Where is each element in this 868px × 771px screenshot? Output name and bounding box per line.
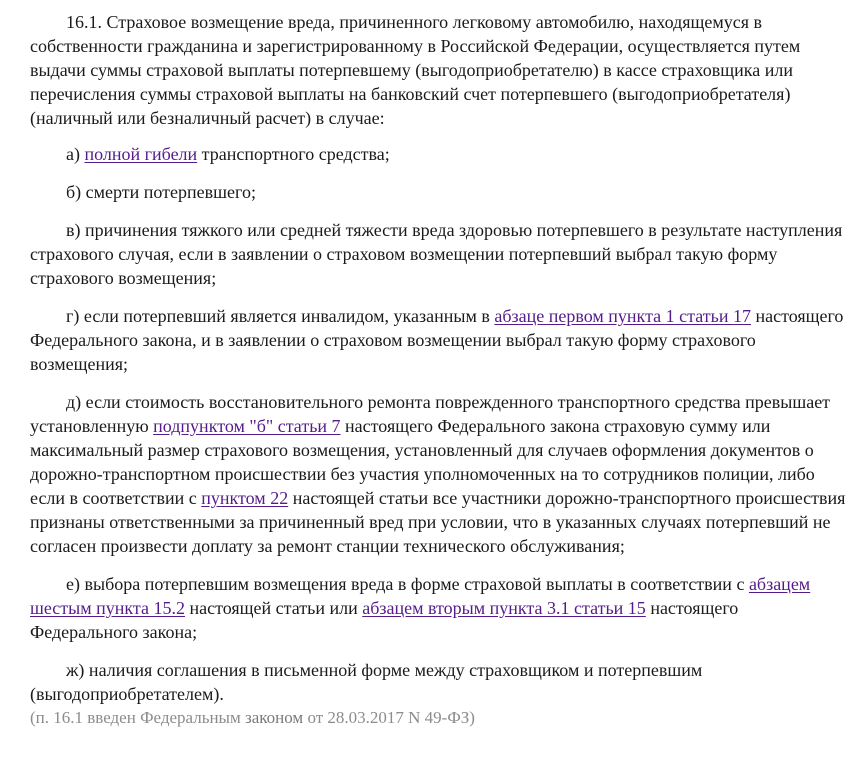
amendment-note	[30, 706, 846, 730]
item-e	[30, 572, 846, 644]
note-prefix: (п. 16.1 введен Федеральным	[30, 708, 245, 727]
item-d-prefix: д) если стоимость восстановительного ремонта поврежденного транспортного средства превышает установленную	[30, 392, 831, 436]
item-g-suffix: настоящего Федерального закона, и в заявлении о страховом возмещении выбрал такую форму страхового возмещения;	[30, 306, 844, 374]
item-a-prefix: а)	[66, 144, 85, 164]
item-g	[30, 304, 846, 376]
link-article-15[interactable]: абзацем вторым пункта 3.1 статьи 15	[362, 598, 646, 618]
paragraph-16-1-text: 16.1. Страховое возмещение вреда, причиненного легковому автомобилю, находящемуся в собственности гражданина и зарегистрированному в Российской Федерации, осуществляется путем выдачи суммы страховой выплаты потерпевшему (выгодоприобретателю) в кассе страховщика или перечисления суммы страховой выплаты на банковский счет потерпевшего (выгодоприобретателя) (наличный или безналичный расчет) в случае:	[30, 12, 801, 128]
link-article-17[interactable]: абзаце первом пункта 1 статьи 17	[494, 306, 751, 326]
item-a	[30, 142, 846, 166]
item-b-text: б) смерти потерпевшего;	[66, 182, 256, 202]
item-d-middle: настоящего Федерального закона страховую сумму или максимальный размер страхового возмещения, установленный для случаев оформления документов о дорожно-транспортном происшествии без участия уполномоченных на то сотрудников полиции, либо если в соответствии с	[30, 416, 815, 508]
item-zh	[30, 658, 846, 706]
link-article-7[interactable]: подпунктом "б" статьи 7	[153, 416, 341, 436]
item-v-text: в) причинения тяжкого или средней тяжести вреда здоровью потерпевшего в результате наступления страхового случая, если в заявлении о страховом возмещении потерпевший выбрал такую форму страхового возмещения;	[30, 220, 843, 288]
item-v	[30, 218, 846, 290]
item-a-suffix: транспортного средства;	[197, 144, 390, 164]
item-d	[30, 390, 846, 558]
note-suffix: от 28.03.2017 N 49-ФЗ)	[303, 708, 475, 727]
item-e-suffix: настоящего Федерального закона;	[30, 598, 739, 642]
item-e-middle: настоящей статьи или	[185, 598, 363, 618]
note-law-link[interactable]: законом	[244, 708, 304, 727]
item-e-prefix: е) выбора потерпевшим возмещения вреда в форме страховой выплаты в соответствии с	[66, 574, 749, 594]
item-zh-text: ж) наличия соглашения в письменной форме между страховщиком и потерпевшим (выгодоприобретателем).	[30, 660, 703, 704]
item-b	[30, 180, 846, 204]
paragraph-16-1	[30, 10, 846, 130]
link-point-15-2[interactable]: абзацем шестым пункта 15.2	[30, 574, 811, 618]
link-point-22[interactable]: пунктом 22	[201, 488, 289, 508]
link-polnoy-gibeli[interactable]: полной гибели	[84, 144, 198, 164]
item-d-suffix: настоящей статьи все участники дорожно-транспортного происшествия признаны ответственными за причиненный вред при условии, что в указанных случаях потерпевший не согласен произвести доплату за ремонт станции технического обслуживания;	[30, 488, 846, 556]
item-g-prefix: г) если потерпевший является инвалидом, указанным в	[66, 306, 495, 326]
